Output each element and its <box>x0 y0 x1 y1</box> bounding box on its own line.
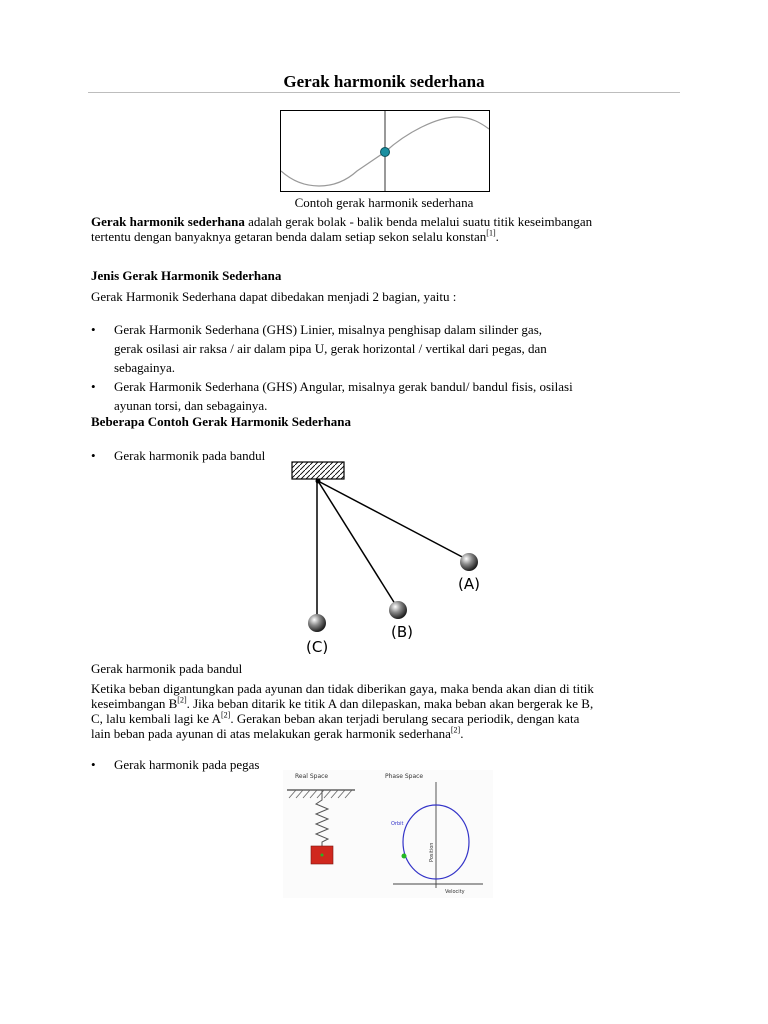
label-c: (C) <box>306 638 329 656</box>
ref-2[interactable]: [2] <box>450 725 461 735</box>
bullet-marker: • <box>91 322 96 337</box>
orbit-label: Orbit <box>391 821 404 827</box>
sine-figure <box>280 110 490 192</box>
position-label: Position <box>429 842 435 862</box>
section-heading-jenis: Jenis Gerak Harmonik Sederhana <box>91 268 282 283</box>
pendulum-figure <box>280 455 510 660</box>
ref-1[interactable]: [1] <box>486 228 496 238</box>
string-a <box>318 481 468 560</box>
ref-2[interactable]: [2] <box>177 695 187 705</box>
string-b <box>318 481 397 607</box>
list-item-ghs-angular: Gerak Harmonik Sederhana (GHS) Angular, misalnya gerak bandul/ bandul fisis, osilasi ayunan torsi, dan sebagainya. <box>114 379 573 413</box>
pendulum-support <box>292 462 344 479</box>
list-item-bandul: Gerak harmonik pada bandul <box>114 448 266 463</box>
list-item-pegas: Gerak harmonik pada pegas <box>114 757 260 772</box>
sine-graphic <box>281 111 489 191</box>
phase-point <box>402 854 407 859</box>
real-space-label: Real Space <box>295 773 329 780</box>
ref-2[interactable]: [2] <box>220 710 231 720</box>
page-title: Gerak harmonik sederhana <box>283 72 485 91</box>
bullet-marker: • <box>91 757 96 772</box>
bandul-paragraph: Ketika beban digantungkan pada ayunan dan tidak diberikan gaya, maka benda akan dian di titik keseimbangan B[2]. Jika beban ditarik ke titik A dan dilepaskan, maka beban akan bergerak ke B, C, lalu kembali lagi ke A[2]. Gerakan beban akan terjadi berulang secara periodik, dengan kata lain beban pada ayunan di atas melakukan gerak harmonik sederhana[2]. <box>91 681 594 741</box>
velocity-label: Velocity <box>445 889 465 895</box>
label-b: (B) <box>391 623 413 641</box>
oscillating-dot <box>381 148 390 157</box>
intro-term: Gerak harmonik sederhana <box>91 214 245 229</box>
bandul-caption: Gerak harmonik pada bandul <box>91 661 243 676</box>
figure-caption: Contoh gerak harmonik sederhana <box>294 195 474 210</box>
label-a: (A) <box>458 575 480 593</box>
ball-a <box>460 553 478 571</box>
bullet-marker: • <box>91 379 96 394</box>
intro-paragraph <box>91 214 691 244</box>
mass-marker <box>321 854 324 857</box>
ball-c <box>308 614 326 632</box>
intro-line-2: tertentu dengan banyaknya getaran benda dalam setiap sekon selalu konstan[1]. <box>91 228 499 244</box>
intro-line-1: Gerak harmonik sederhana adalah gerak bolak - balik benda melalui suatu titik keseimbangan <box>91 214 593 229</box>
bullet-marker: • <box>91 448 96 463</box>
spring-figure <box>283 770 493 898</box>
jenis-lead: Gerak Harmonik Sederhana dapat dibedakan menjadi 2 bagian, yaitu : <box>91 289 457 304</box>
ball-b <box>389 601 407 619</box>
section-heading-contoh: Beberapa Contoh Gerak Harmonik Sederhana <box>91 414 352 429</box>
title-divider <box>88 92 680 93</box>
phase-space-label: Phase Space <box>385 773 424 780</box>
list-item-ghs-linier: Gerak Harmonik Sederhana (GHS) Linier, misalnya penghisap dalam silinder gas, gerak osilasi air raksa / air dalam pipa U, gerak horizontal / vertikal dari pegas, dan sebagainya. <box>114 322 547 375</box>
